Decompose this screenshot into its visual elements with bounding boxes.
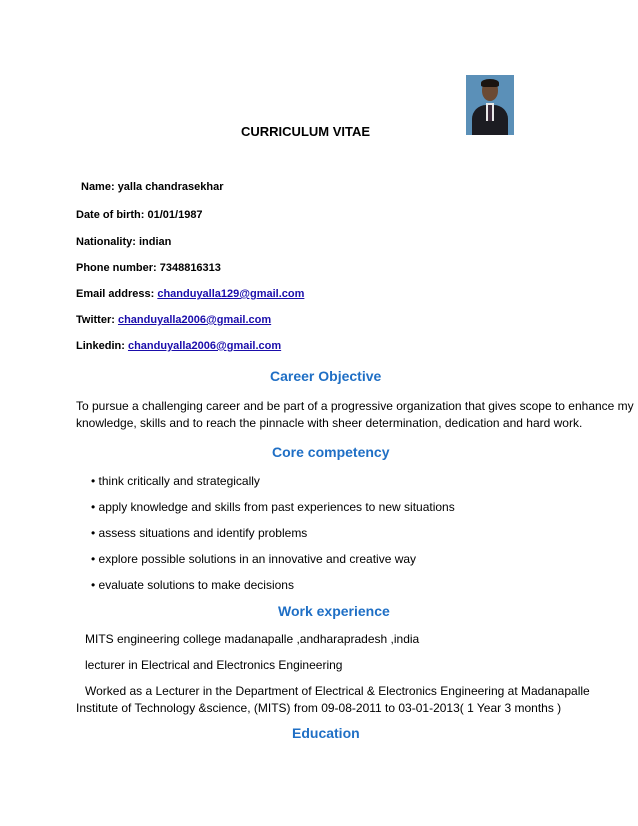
dob-line: Date of birth: 01/01/1987 — [76, 209, 203, 221]
work-line-4: Institute of Technology &science, (MITS) from 09-08-2011 to 03-01-2013( 1 Year 3 months ) — [76, 701, 562, 715]
core-competency-heading: Core competency — [272, 444, 390, 460]
name-label: Name: — [81, 181, 115, 193]
competency-item: • evaluate solutions to make decisions — [91, 578, 294, 592]
work-experience-heading: Work experience — [278, 603, 390, 619]
email-link[interactable]: chanduyalla129@gmail.com — [157, 288, 305, 300]
nationality-line: Nationality: indian — [76, 236, 172, 248]
photo-tie — [488, 105, 492, 121]
twitter-label: Twitter: — [76, 314, 115, 326]
competency-item: • assess situations and identify problems — [91, 526, 308, 540]
name-line — [81, 181, 223, 193]
career-objective-line-2: knowledge, skills and to reach the pinnacle with sheer determination, dedication and hard work. — [76, 416, 583, 430]
document-title: CURRICULUM VITAE — [241, 124, 371, 139]
linkedin-label: Linkedin: — [76, 340, 125, 352]
competency-item: • explore possible solutions in an innovative and creative way — [91, 552, 417, 566]
work-line-2: lecturer in Electrical and Electronics Engineering — [85, 658, 343, 672]
profile-photo — [466, 75, 514, 135]
competency-item: • think critically and strategically — [91, 474, 260, 488]
competency-item: • apply knowledge and skills from past experiences to new situations — [91, 500, 455, 514]
photo-hair — [481, 79, 499, 87]
career-objective-heading: Career Objective — [270, 368, 382, 384]
work-line-3: Worked as a Lecturer in the Department of Electrical & Electronics Engineering at Madanapalle — [85, 684, 590, 698]
twitter-line — [76, 314, 271, 326]
phone-line: Phone number: 7348816313 — [76, 262, 221, 274]
competency-list — [91, 474, 455, 604]
career-objective-line-1: To pursue a challenging career and be part of a progressive organization that gives scope to enhance my — [76, 399, 634, 413]
linkedin-line — [76, 340, 281, 352]
email-line — [76, 288, 304, 300]
work-line-1: MITS engineering college madanapalle ,andharapradesh ,india — [85, 632, 420, 646]
email-label: Email address: — [76, 288, 155, 300]
education-heading: Education — [292, 725, 360, 741]
twitter-link[interactable]: chanduyalla2006@gmail.com — [117, 314, 272, 326]
linkedin-link[interactable]: chanduyalla2006@gmail.com — [127, 340, 282, 352]
name-value: yalla chandrasekhar — [117, 181, 224, 193]
